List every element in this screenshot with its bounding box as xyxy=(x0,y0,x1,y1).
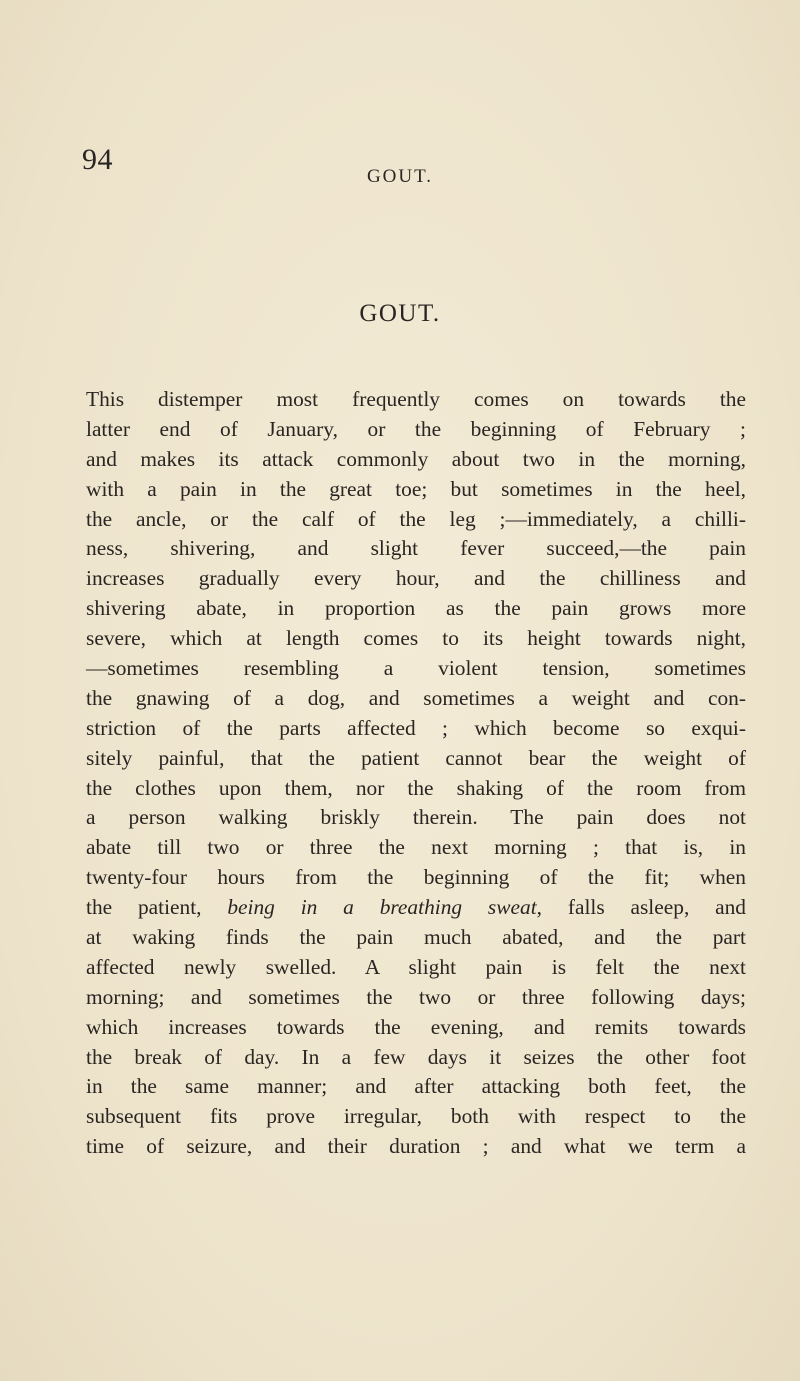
text-line: subsequent fits prove irregular, both with respect to the xyxy=(86,1104,746,1129)
text-line: shivering abate, in proportion as the pain grows more xyxy=(86,596,746,621)
text-line: with a pain in the great toe; but sometimes in the heel, xyxy=(86,476,746,501)
text-line: ness, shivering, and slight fever succeed,—the pain xyxy=(86,536,746,561)
text-line: the clothes upon them, nor the shaking of the room from xyxy=(86,775,746,800)
text-line: morning; and sometimes the two or three following days; xyxy=(86,984,746,1009)
text-line: —sometimes resembling a violent tension, sometimes xyxy=(86,656,746,681)
text-line: the gnawing of a dog, and sometimes a weight and con- xyxy=(86,685,746,710)
page-number: 94 xyxy=(82,143,113,176)
text-line: the ancle, or the calf of the leg ;—immediately, a chilli- xyxy=(86,506,746,531)
text-line: affected newly swelled. A slight pain is felt the next xyxy=(86,954,746,979)
text-line: This distemper most frequently comes on towards the xyxy=(86,387,746,411)
text-line: latter end of January, or the beginning of February ; xyxy=(86,416,746,441)
italic-phrase: being in a breathing sweat xyxy=(227,895,537,920)
text-line: the break of day. In a few days it seizes the other foot xyxy=(86,1044,746,1069)
body-paragraph xyxy=(86,385,746,1162)
text-line: at waking finds the pain much abated, and the part xyxy=(86,925,746,950)
text-line: time of seizure, and their duration ; and what we term a xyxy=(86,1134,746,1159)
text-line: striction of the parts affected ; which become so exqui- xyxy=(86,715,746,740)
text-line: which increases towards the evening, and remits towards xyxy=(86,1014,746,1039)
chapter-title: GOUT. xyxy=(359,300,441,327)
running-head: GOUT. xyxy=(366,166,434,187)
text-run: the patient, xyxy=(86,895,228,920)
text-line: severe, which at length comes to its height towards night, xyxy=(86,626,746,651)
text-line-with-italic xyxy=(86,893,746,923)
text-line: increases gradually every hour, and the chilliness and xyxy=(86,566,746,591)
text-line: abate till two or three the next morning ; that is, in xyxy=(86,835,746,860)
text-line: and makes its attack commonly about two in the morning, xyxy=(86,446,746,471)
text-run: , falls asleep, and xyxy=(536,895,747,920)
text-line: twenty-four hours from the beginning of the fit; when xyxy=(86,865,746,890)
text-line: in the same manner; and after attacking both feet, the xyxy=(86,1074,746,1099)
text-line: sitely painful, that the patient cannot bear the weight of xyxy=(86,745,746,770)
text-line: a person walking briskly therein. The pain does not xyxy=(86,805,746,830)
